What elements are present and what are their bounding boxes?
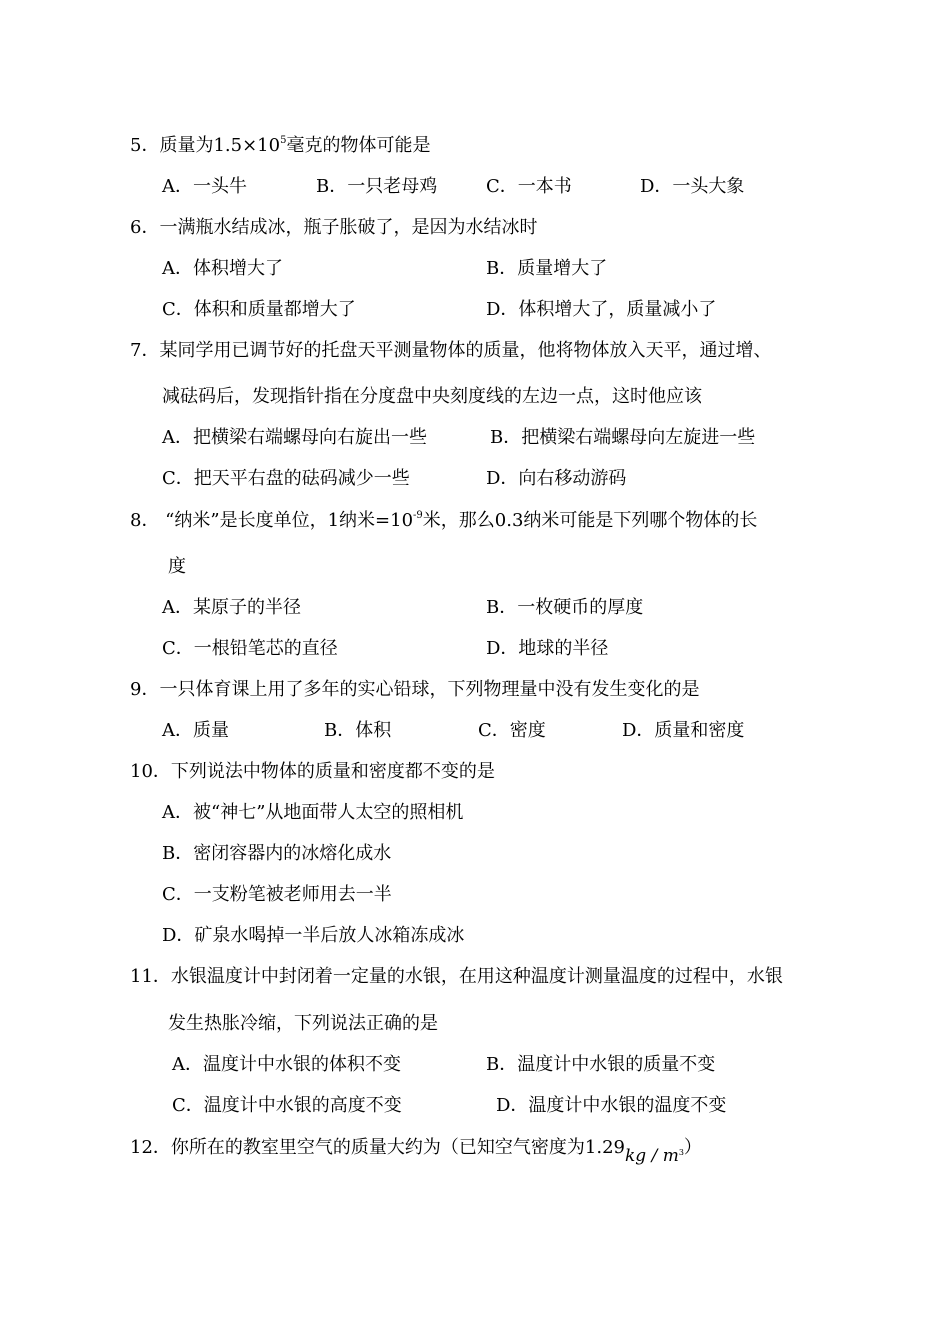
q5-option-a: A．一头牛 bbox=[162, 176, 247, 197]
q11-option-d: D．温度计中水银的温度不变 bbox=[496, 1095, 727, 1116]
q11-option-b: B．温度计中水银的质量不变 bbox=[486, 1054, 716, 1075]
q8-stem-post: 米，那么0.3纳米可能是下列哪个物体的长 bbox=[422, 510, 758, 531]
question-9-stem: 9．一只体育课上用了多年的实心铅球，下列物理量中没有发生变化的是 bbox=[130, 679, 700, 700]
q8-stem-exponent: -9 bbox=[413, 510, 423, 521]
q6-option-a: A．体积增大了 bbox=[162, 258, 283, 279]
q5-stem-exponent: 5 bbox=[280, 135, 287, 146]
question-8-stem-line-2: 度 bbox=[168, 556, 186, 577]
q8-option-a: A．某原子的半径 bbox=[162, 597, 301, 618]
q8-option-c: C．一根铅笔芯的直径 bbox=[162, 638, 338, 659]
q9-option-c: C．密度 bbox=[478, 720, 546, 741]
question-7-stem-line-2: 减砝码后，发现指针指在分度盘中央刻度线的左边一点，这时他应该 bbox=[162, 386, 702, 407]
q7-option-a: A．把横梁右端螺母向右旋出一些 bbox=[162, 427, 427, 448]
q7-option-d: D．向右移动游码 bbox=[486, 468, 627, 489]
q6-option-d: D．体积增大了，质量减小了 bbox=[486, 299, 717, 320]
question-5-stem bbox=[130, 135, 430, 157]
question-11-stem-line-1: 11．水银温度计中封闭着一定量的水银，在用这种温度计测量温度的过程中，水银 bbox=[130, 966, 783, 987]
q9-option-d: D．质量和密度 bbox=[622, 720, 745, 741]
q5-option-c: C．一本书 bbox=[486, 176, 572, 197]
q12-density-unit-exponent: 3 bbox=[678, 1148, 684, 1157]
q6-option-b: B．质量增大了 bbox=[486, 258, 608, 279]
q10-option-c: C．一支粉笔被老师用去一半 bbox=[162, 884, 392, 905]
q9-option-b: B．体积 bbox=[324, 720, 392, 741]
q12-stem-post: ） bbox=[683, 1137, 702, 1158]
q5-option-d: D．一头大象 bbox=[640, 176, 745, 197]
q11-option-a: A．温度计中水银的体积不变 bbox=[172, 1054, 401, 1075]
question-8-stem-line-1 bbox=[130, 510, 757, 532]
question-6-stem: 6．一满瓶水结成冰，瓶子胀破了，是因为水结冰时 bbox=[130, 217, 538, 238]
q8-stem-pre: 8． “纳米”是长度单位，1纳米=10 bbox=[130, 510, 414, 531]
q5-option-b: B．一只老母鸡 bbox=[316, 176, 438, 197]
question-10-stem: 10．下列说法中物体的质量和密度都不变的是 bbox=[130, 761, 495, 782]
q7-option-c: C．把天平右盘的砝码减少一些 bbox=[162, 468, 410, 489]
q10-option-b: B．密闭容器内的冰熔化成水 bbox=[162, 843, 392, 864]
q11-option-c: C．温度计中水银的高度不变 bbox=[172, 1095, 402, 1116]
q12-stem-pre: 12．你所在的教室里空气的质量大约为（已知空气密度为1.29 bbox=[130, 1137, 625, 1158]
q6-option-c: C．体积和质量都增大了 bbox=[162, 299, 356, 320]
q7-option-b: B．把横梁右端螺母向左旋进一些 bbox=[490, 427, 756, 448]
q10-option-d: D．矿泉水喝掉一半后放人冰箱冻成冰 bbox=[162, 925, 465, 946]
question-11-stem-line-2: 发生热胀冷缩，下列说法正确的是 bbox=[168, 1013, 438, 1034]
q10-option-a: A．被“神七”从地面带人太空的照相机 bbox=[162, 802, 464, 823]
q8-option-b: B．一枚硬币的厚度 bbox=[486, 597, 644, 618]
q9-option-a: A．质量 bbox=[162, 720, 229, 741]
question-7-stem-line-1: 7．某同学用已调节好的托盘天平测量物体的质量，他将物体放入天平，通过增、 bbox=[130, 340, 772, 361]
q5-stem-pre: 5．质量为1.5×10 bbox=[130, 135, 281, 156]
q5-stem-post: 毫克的物体可能是 bbox=[286, 135, 431, 156]
question-12-stem bbox=[130, 1137, 702, 1166]
q8-option-d: D．地球的半径 bbox=[486, 638, 609, 659]
q12-density-unit: kg / m bbox=[624, 1146, 679, 1166]
